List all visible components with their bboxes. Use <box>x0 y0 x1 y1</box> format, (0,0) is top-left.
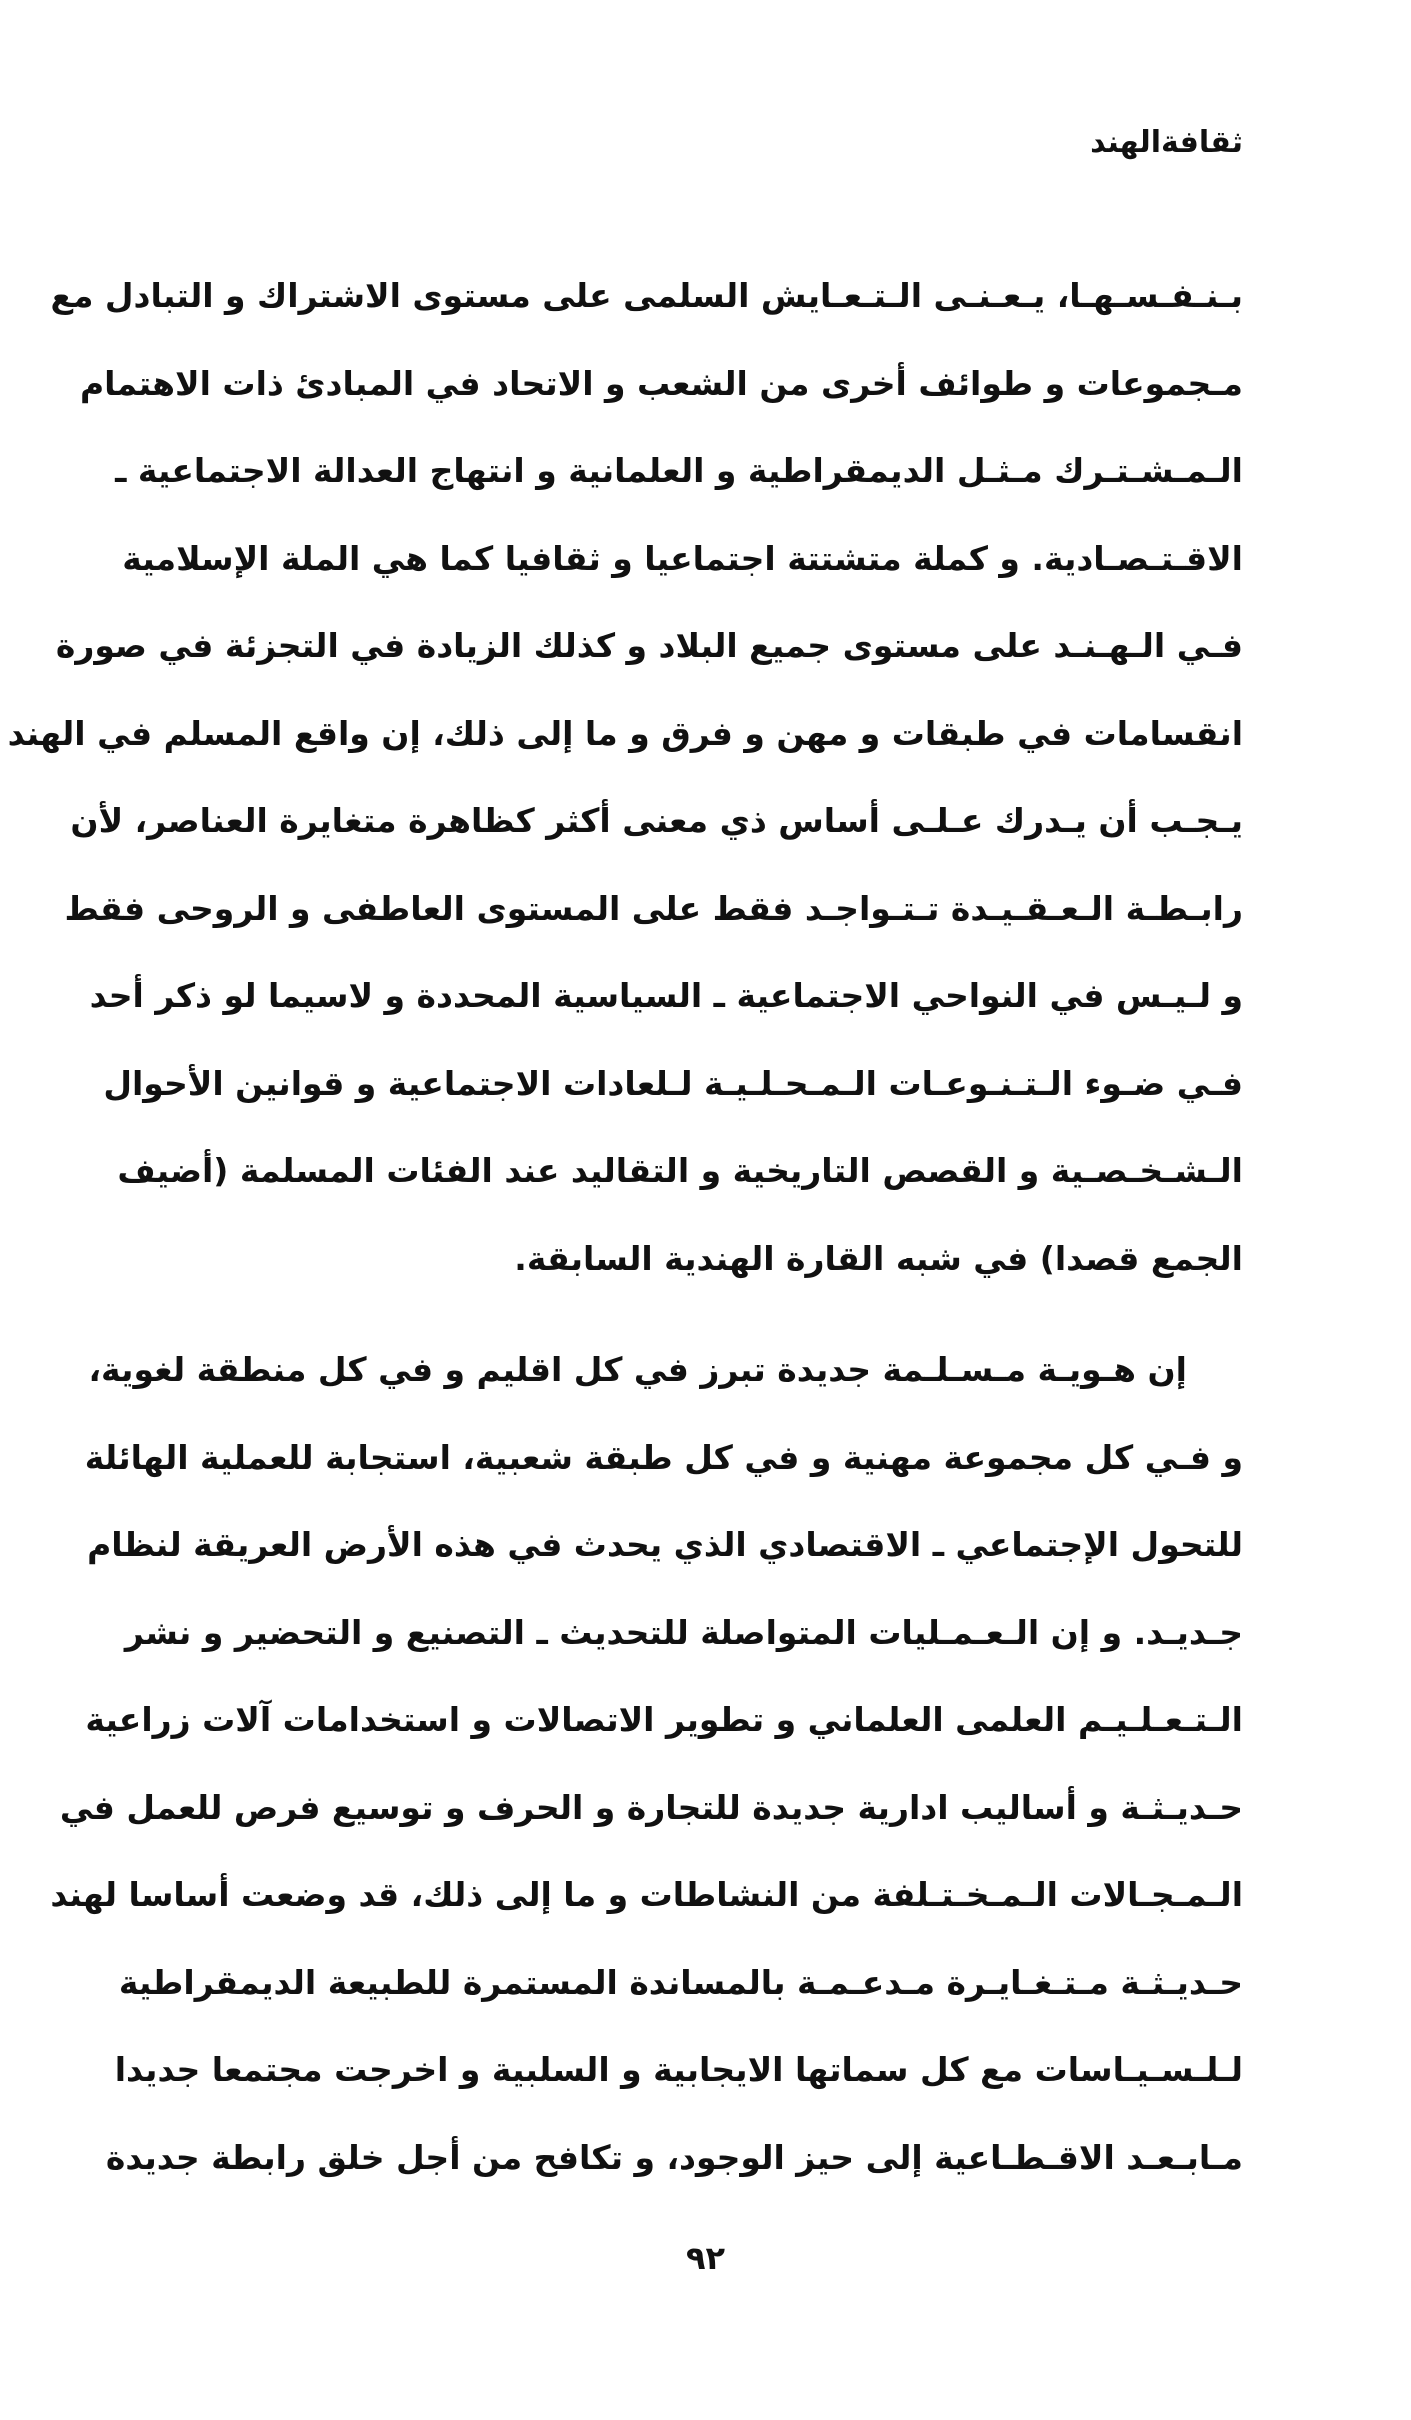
text-line: إن هـويـة مـسـلـمة جديدة تبرز في كل اقليم و في كل منطقة لغوية، <box>88 1350 1187 1389</box>
text-line: لـلـسـيـاسات مع كل سماتها الايجابية و السلبية و اخرجت مجتمعا جديدا <box>114 2050 1243 2089</box>
text-line: الـشـخـصـية و القصص التاريخية و التقاليد عند الفئات المسلمة (أضيف <box>117 1151 1243 1190</box>
text-line: يـجـب أن يـدرك عـلـى أساس ذي معنى أكثر كظاهرة متغايرة العناصر، لأن <box>70 801 1243 840</box>
running-header: ثقافةالهند <box>1090 125 1243 160</box>
text-line: الاقـتـصـادية. و كملة متشتتة اجتماعيا و ثقافيا كما هي الملة الإسلامية <box>122 538 1243 578</box>
text-line: بـنـفـسـهـا، يـعـنـى الـتـعـايش السلمى على مستوى الاشتراك و التبادل مع <box>50 276 1243 315</box>
text-line: و لـيـس في النواحي الاجتماعية ـ السياسية المحددة و لاسيما لو ذكر أحد <box>89 976 1243 1015</box>
text-line: جـديـد. و إن الـعـمـليات المتواصلة للتحديث ـ التصنيع و التحضير و نشر <box>124 1612 1243 1652</box>
text-line: الجمع قصدا) في شبه القارة الهندية السابقة. <box>514 1238 1243 1278</box>
page-number: ٩٢ <box>685 2239 726 2277</box>
text-line: حـديـثـة مـتـغـايـرة مـدعـمـة بالمساندة المستمرة للطبيعة الديمقراطية <box>118 1962 1243 2002</box>
text-line: فـي الـهـنـد على مستوى جميع البلاد و كذلك الزيادة في التجزئة في صورة <box>55 626 1243 665</box>
text-line: للتحول الإجتماعي ـ الاقتصادي الذي يحدث في هذه الأرض العريقة لنظام <box>87 1525 1243 1564</box>
body-text <box>7 252 1243 2201</box>
text-line: فـي ضـوء الـتـنـوعـات الـمـحـلـيـة لـلعادات الاجتماعية و قوانين الأحوال <box>103 1063 1243 1103</box>
text-line: الـتـعـلـيـم العلمى العلماني و تطوير الاتصالات و استخدامات آلات زراعية <box>85 1700 1243 1739</box>
text-line: حـديـثـة و أساليب ادارية جديدة للتجارة و الحرف و توسيع فرص للعمل في <box>59 1787 1243 1827</box>
text-line: الـمـشـتـرك مـثـل الديمقراطية و العلمانية و انتهاج العدالة الاجتماعية ـ <box>115 451 1243 490</box>
text-line: مـجموعات و طوائف أخرى من الشعب و الاتحاد في المبادئ ذات الاهتمام <box>79 363 1243 403</box>
paragraph-2 <box>50 1326 1243 2201</box>
text-line: و فـي كل مجموعة مهنية و في كل طبقة شعبية، استجابة للعملية الهائلة <box>84 1437 1243 1477</box>
text-line: انقسامات في طبقات و مهن و فرق و ما إلى ذلك، إن واقع المسلم في الهند <box>7 713 1243 753</box>
paragraph-1 <box>7 252 1243 1302</box>
text-line: مـابـعـد الاقـطـاعية إلى حيز الوجود، و تكافح من أجل خلق رابطة جديدة <box>105 2137 1243 2177</box>
text-line: رابـطـة الـعـقـيـدة تـتـواجـد فقط على المستوى العاطفى و الروحى فقط <box>64 888 1243 928</box>
text-line: الـمـجـالات الـمـخـتـلفة من النشاطات و ما إلى ذلك، قد وضعت أساسا لهند <box>50 1875 1243 1914</box>
